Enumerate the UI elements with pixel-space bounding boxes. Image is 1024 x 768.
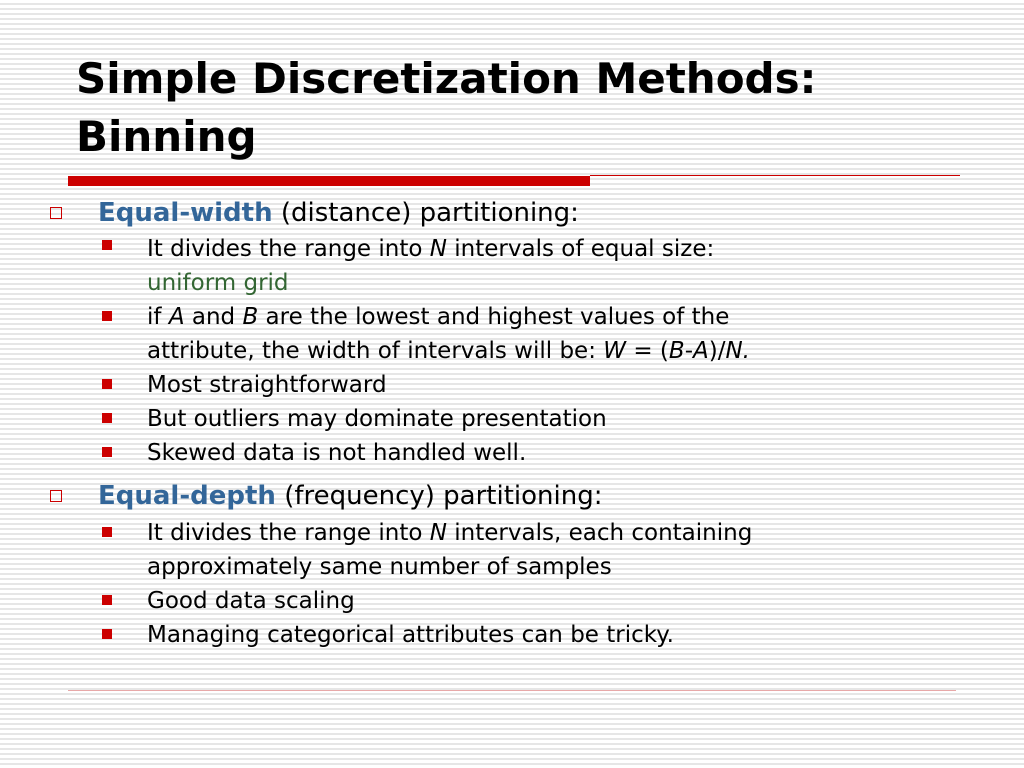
list-item: Managing categorical attributes can be tricky.: [147, 622, 674, 648]
list-item: Skewed data is not handled well.: [147, 440, 527, 466]
formula-part: -: [684, 338, 693, 364]
variable-n: N: [429, 236, 447, 262]
filled-square-bullet-icon: [102, 447, 112, 457]
list-item: [147, 300, 729, 334]
footer-rule: [68, 690, 956, 691]
list-item-text: are the lowest and highest values of the: [258, 304, 730, 330]
formula-n: N.: [725, 338, 750, 364]
list-item-text: if: [147, 304, 169, 330]
list-item-text: intervals of equal size:: [446, 236, 715, 262]
keyword-equal-width: Equal-width: [98, 198, 273, 228]
filled-square-bullet-icon: [102, 240, 112, 250]
list-item-continuation: uniform grid: [147, 270, 289, 296]
list-item: [147, 232, 714, 266]
slide-title-line-2: Binning: [76, 112, 257, 161]
list-item-text: attribute, the width of intervals will be:: [147, 338, 604, 364]
title-underline-bar: [68, 176, 590, 186]
formula-part: )/: [708, 338, 726, 364]
list-item-text: and: [184, 304, 243, 330]
hollow-square-bullet-icon: [50, 207, 62, 219]
list-item-continuation: approximately same number of samples: [147, 554, 612, 580]
section-heading-equal-width: [98, 197, 579, 229]
list-item-continuation: [147, 334, 750, 368]
list-item-text: It divides the range into: [147, 520, 430, 546]
list-item: [147, 516, 752, 550]
list-item-text: It divides the range into: [147, 236, 430, 262]
slide-title-line-1: Simple Discretization Methods:: [76, 54, 817, 103]
list-item: But outliers may dominate presentation: [147, 406, 607, 432]
list-item: Good data scaling: [147, 588, 355, 614]
filled-square-bullet-icon: [102, 379, 112, 389]
list-item-text: intervals, each containing: [446, 520, 753, 546]
title-underline-rule: [590, 175, 960, 176]
slide-title: [76, 50, 976, 166]
filled-square-bullet-icon: [102, 413, 112, 423]
formula-a: A: [693, 338, 709, 364]
keyword-equal-depth: Equal-depth: [98, 481, 276, 511]
list-item: Most straightforward: [147, 372, 387, 398]
variable-a: A: [168, 304, 185, 330]
variable-b: B: [242, 304, 259, 330]
section-heading-rest: (distance) partitioning:: [272, 198, 579, 228]
filled-square-bullet-icon: [102, 629, 112, 639]
hollow-square-bullet-icon: [50, 490, 62, 502]
filled-square-bullet-icon: [102, 311, 112, 321]
variable-n: N: [429, 520, 447, 546]
formula-w: W: [603, 338, 627, 364]
formula-part: = (: [626, 338, 669, 364]
filled-square-bullet-icon: [102, 527, 112, 537]
formula-b: B: [668, 338, 685, 364]
section-heading-rest: (frequency) partitioning:: [275, 481, 603, 511]
section-heading-equal-depth: [98, 480, 602, 512]
filled-square-bullet-icon: [102, 595, 112, 605]
